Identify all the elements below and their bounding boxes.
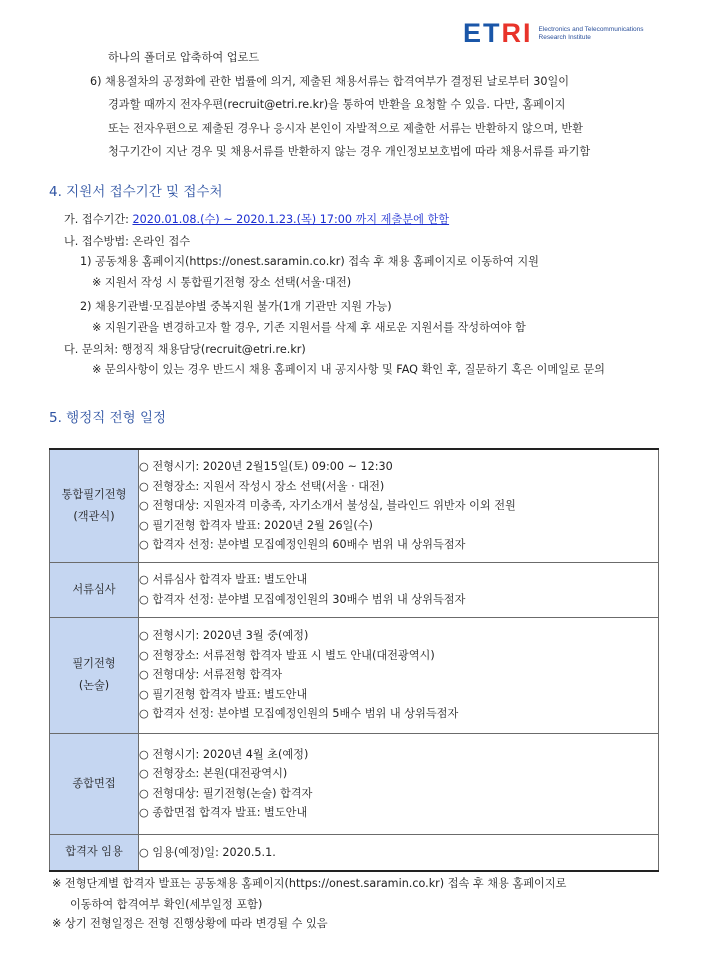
stage-details (139, 562, 659, 617)
detail-item: ○ 전형대상: 지원자격 미충족, 자기소개서 불성실, 블라인드 위반자 이외 전원 (139, 499, 516, 512)
intro-line: 하나의 폴더로 압축하여 업로드 (108, 51, 260, 64)
etri-logo (463, 20, 649, 47)
table-row (50, 449, 659, 562)
schedule-table (49, 448, 659, 872)
stage-header: 필기전형 (논술) (50, 617, 139, 733)
method-item: 2) 채용기관별·모집분야별 중복지원 불가(1개 기관만 지원 가능) (80, 300, 392, 313)
stage-details (139, 834, 659, 871)
table-row (50, 733, 659, 834)
stage-header: 합격자 임용 (50, 834, 139, 871)
detail-item: ○ 합격자 선정: 분야별 모집예정인원의 60배수 범위 내 상위득점자 (139, 538, 466, 551)
detail-item: ○ 전형대상: 서류전형 합격자 (139, 668, 283, 682)
intro-line: 청구기간이 지난 경우 및 채용서류를 반환하지 않는 경우 개인정보보호법에 따라 채용서류를 파기함 (108, 145, 591, 158)
detail-item: ○ 필기전형 합격자 발표: 2020년 2월 26일(수) (139, 518, 373, 532)
detail-item: ○ 전형대상: 필기전형(논술) 합격자 (139, 786, 313, 800)
contact-line: 다. 문의처: 행정직 채용담당(recruit@etri.re.kr) (64, 343, 306, 356)
logo-subtitle: Electronics and Telecommunications Research Institute (538, 25, 644, 41)
stage-header: 서류심사 (50, 562, 139, 617)
section-4-title: 4. 지원서 접수기간 및 접수처 (49, 184, 223, 200)
intro-line: 6) 채용절차의 공정화에 관한 법률에 의거, 제출된 채용서류는 합격여부가 결정된 날로부터 30일이 (90, 75, 570, 88)
footnote: ※ 상기 전형일정은 전형 진행상황에 따라 변경될 수 있음 (52, 917, 328, 930)
stage-details (139, 733, 659, 834)
stage-details (139, 449, 659, 562)
detail-item: ○ 종합면접 합격자 발표: 별도안내 (139, 806, 308, 819)
logo-mark: ETRI (463, 18, 533, 48)
detail-item: ○ 합격자 선정: 분야별 모집예정인원의 5배수 범위 내 상위득점자 (139, 707, 459, 721)
detail-item: ○ 전형장소: 서류전형 합격자 발표 시 별도 안내(대전광역시) (139, 648, 435, 662)
detail-item: ○ 합격자 선정: 분야별 모집예정인원의 30배수 범위 내 상위득점자 (139, 592, 466, 606)
period-value: 2020.01.08.(수) ~ 2020.1.23.(목) 17:00 까지 제출분에 한함 (132, 213, 450, 226)
method-line: 나. 접수방법: 온라인 접수 (64, 235, 191, 248)
intro-line: 경과할 때까지 전자우편(recruit@etri.re.kr)을 통하여 반환을 요청할 수 있음. 다만, 홈페이지 (108, 98, 566, 111)
detail-item: ○ 전형장소: 본원(대전광역시) (139, 767, 288, 780)
contact-note: ※ 문의사항이 있는 경우 반드시 채용 홈페이지 내 공지사항 및 FAQ 확인 후, 질문하기 혹은 이메일로 문의 (92, 363, 605, 376)
table-row (50, 562, 659, 617)
detail-item: ○ 전형시기: 2020년 2월15일(토) 09:00 ~ 12:30 (139, 460, 393, 473)
detail-item: ○ 전형장소: 지원서 작성시 장소 선택(서울 · 대전) (139, 479, 385, 493)
table-row (50, 834, 659, 871)
method-note: ※ 지원서 작성 시 통합필기전형 장소 선택(서울·대전) (92, 276, 352, 289)
footnote: ※ 전형단계별 합격자 발표는 공동채용 홈페이지(https://onest.saramin.co.kr) 접속 후 채용 홈페이지로 (52, 877, 567, 890)
section-5-title: 5. 행정직 전형 일정 (49, 410, 167, 426)
stage-header: 종합면접 (50, 733, 139, 834)
detail-item: ○ 전형시기: 2020년 4월 초(예정) (139, 747, 309, 761)
detail-item: ○ 임용(예정)일: 2020.5.1. (139, 845, 276, 859)
table-row (50, 617, 659, 733)
footnote: 이동하여 합격여부 확인(세부일정 포함) (70, 898, 263, 911)
period-line (64, 213, 449, 227)
stage-header: 통합필기전형 (객관식) (50, 449, 139, 562)
intro-line: 또는 전자우편으로 제출된 경우나 응시자 본인이 자발적으로 제출한 서류는 반환하지 않으며, 반환 (108, 122, 583, 135)
method-item: 1) 공동채용 홈페이지(https://onest.saramin.co.kr) 접속 후 채용 홈페이지로 이동하여 지원 (80, 255, 539, 268)
detail-item: ○ 전형시기: 2020년 3월 중(예정) (139, 629, 309, 643)
method-note: ※ 지원기관을 변경하고자 할 경우, 기존 지원서를 삭제 후 새로운 지원서를 작성하여야 함 (92, 321, 526, 334)
detail-item: ○ 필기전형 합격자 발표: 별도안내 (139, 687, 308, 701)
period-label: 가. 접수기간: (64, 213, 133, 226)
stage-details (139, 617, 659, 733)
detail-item: ○ 서류심사 합격자 발표: 별도안내 (139, 573, 308, 586)
